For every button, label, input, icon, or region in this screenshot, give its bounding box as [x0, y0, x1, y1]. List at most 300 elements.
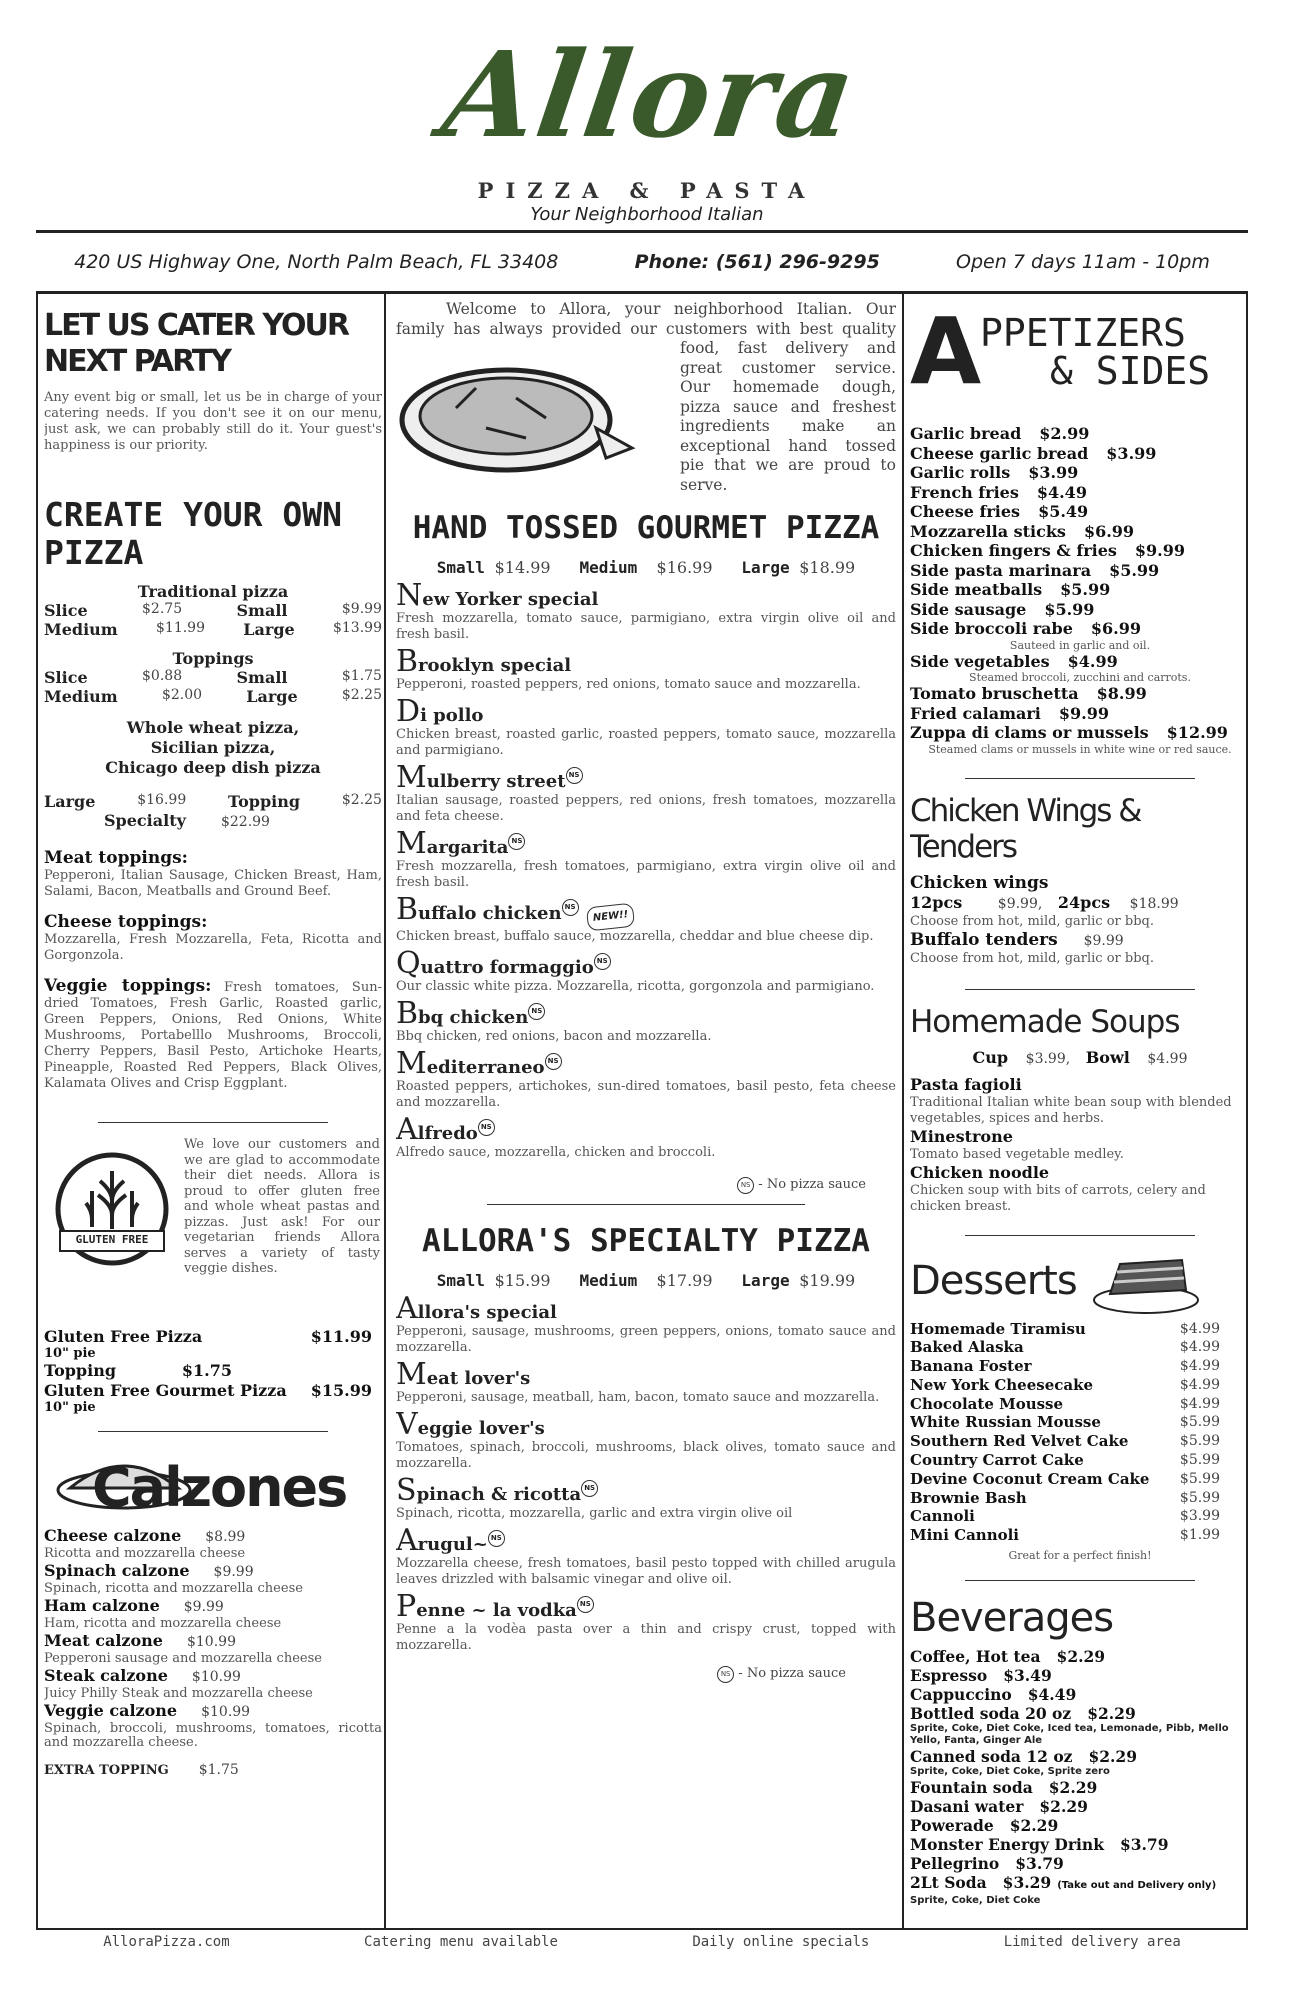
- pizza-name: [396, 1473, 896, 1508]
- appetizer-name: Side meatballs: [910, 580, 1043, 599]
- no-sauce-icon: NS: [478, 1119, 495, 1136]
- phone[interactable]: Phone: (561) 296-9295: [634, 251, 880, 273]
- footer-catering: Catering menu available: [364, 1934, 558, 1950]
- divider: [965, 1580, 1195, 1581]
- new-badge: NEW!!: [585, 903, 635, 932]
- dessert-item: [910, 1320, 1250, 1339]
- appetizer-name: Chicken fingers & fries: [910, 541, 1117, 560]
- size-price: $9.99: [341, 601, 382, 617]
- price-row: [44, 687, 382, 706]
- size-label: Slice: [44, 601, 88, 620]
- pizza-name-rest: lfredo: [417, 1123, 478, 1144]
- beverage-item: [910, 1704, 1250, 1723]
- pizza-name-rest: rooklyn special: [418, 655, 572, 676]
- column-divider: [384, 292, 386, 1930]
- beverage-item: [910, 1873, 1250, 1895]
- cater-title: LET US CATER YOUR NEXT PARTY: [44, 308, 348, 379]
- appetizer-desc: Steamed clams or mussels in white wine or red sauce.: [928, 742, 1232, 756]
- pizza-desc: Spinach, ricotta, mozzarella, garlic and extra virgin olive oil: [396, 1506, 793, 1521]
- appetizer-price: $4.99: [1067, 651, 1118, 671]
- pizza-desc: Pepperoni, sausage, meatball, ham, bacon, tomato sauce and mozzarella.: [396, 1390, 880, 1405]
- appetizer-name: Fried calamari: [910, 703, 1041, 723]
- dessert-item: [910, 1470, 1250, 1489]
- appetizer-item: [910, 723, 1250, 743]
- appetizer-price: $5.49: [1038, 502, 1089, 521]
- appetizer-name: French fries: [910, 482, 1019, 502]
- beverage-price: $2.29: [1009, 1816, 1059, 1836]
- gluten-item: [44, 1327, 382, 1347]
- allora-logo: Allora: [435, 25, 866, 164]
- specialty-label: Specialty: [104, 811, 186, 830]
- pizza-name: [396, 1291, 896, 1326]
- pizza-name-rest: editerraneo: [426, 1057, 545, 1078]
- gourmet-large-label: Large: [741, 558, 790, 577]
- dessert-price: $5.99: [1179, 1489, 1220, 1506]
- calzone-desc: Spinach, broccoli, mushrooms, tomatoes, ricotta and mozzarella cheese.: [44, 1721, 382, 1750]
- pizza-desc: Pepperoni, roasted peppers, red onions, tomato sauce and mozzarella.: [396, 677, 861, 692]
- calzone-desc: Juicy Philly Steak and mozzarella cheese: [44, 1686, 313, 1701]
- no-sauce-icon: NS: [581, 1480, 598, 1497]
- brand-tagline: Your Neighborhood Italian: [530, 204, 764, 225]
- pizza-desc: Alfredo sauce, mozzarella, chicken and broccoli.: [396, 1145, 716, 1160]
- pizza-name: [396, 826, 896, 861]
- center-column: [396, 300, 896, 1920]
- no-sauce-note: - No pizza sauce: [758, 1177, 866, 1192]
- pizza-styles: Whole wheat pizza, Sicilian pizza, Chicago deep dish pizza: [105, 718, 321, 777]
- no-sauce-icon: NS: [488, 1530, 505, 1547]
- beverage-item: [910, 1647, 1250, 1666]
- beverage-name: Coffee, Hot tea: [910, 1647, 1041, 1667]
- gourmet-small-price: $14.99: [494, 558, 551, 577]
- pizza-name: [396, 694, 896, 729]
- dessert-item: [910, 1413, 1250, 1432]
- info-bar: [36, 230, 1248, 294]
- calzone-item: [44, 1561, 382, 1582]
- price-row: [44, 601, 382, 620]
- beverage-name: Canned soda 12 oz: [910, 1747, 1073, 1767]
- beverages-title: Beverages: [910, 1595, 1114, 1642]
- calzone-item: [44, 1596, 382, 1617]
- dessert-item: [910, 1395, 1250, 1414]
- appetizer-price: $5.99: [1109, 560, 1160, 580]
- pizza-name-rest: uattro formaggio: [420, 957, 594, 978]
- calzone-item: [44, 1666, 382, 1687]
- dessert-item: [910, 1507, 1250, 1526]
- pizza-name: [396, 578, 896, 613]
- beverage-price: $3.79: [1119, 1835, 1169, 1855]
- calzone-name: Steak calzone: [44, 1666, 168, 1685]
- dessert-price: $3.99: [1179, 1508, 1220, 1525]
- pizza-name-rest: uffalo chicken: [418, 903, 562, 924]
- gluten-items: [44, 1327, 382, 1415]
- calzone-desc: Spinach, ricotta and mozzarella cheese: [44, 1581, 303, 1596]
- gluten-item-name: Gluten Free Pizza: [44, 1327, 203, 1346]
- dessert-name: Mini Cannoli: [910, 1526, 1019, 1545]
- wings-12pcs-label: 12pcs: [910, 892, 963, 912]
- appetizer-name: Side vegetables: [910, 651, 1050, 671]
- beverage-item: [910, 1747, 1250, 1766]
- pizza-name-rest: ulberry street: [426, 771, 566, 792]
- wings-24pcs-label: 24pcs: [1057, 892, 1111, 912]
- right-column: [910, 300, 1250, 1920]
- appetizer-price: $6.99: [1083, 521, 1135, 541]
- pizza-name-rest: pinach & ricotta: [416, 1484, 582, 1505]
- pizza-name-initial: A: [396, 1112, 418, 1147]
- beverage-name: Monster Energy Drink: [910, 1835, 1104, 1855]
- soup-desc: Traditional Italian white bean soup with blended vegetables, spices and herbs.: [910, 1094, 1232, 1126]
- specialty-title: ALLORA'S SPECIALTY PIZZA: [422, 1223, 870, 1259]
- pizza-name: [396, 1523, 896, 1558]
- pizza-name: [396, 1357, 896, 1392]
- beverage-price: $2.29: [1039, 1797, 1088, 1817]
- pizza-name: [396, 644, 896, 679]
- extra-topping-price: $1.75: [198, 1762, 239, 1778]
- appetizers-cap: A: [910, 300, 982, 405]
- calzone-price: $10.99: [201, 1704, 251, 1720]
- pizza-name: [396, 996, 896, 1031]
- pizza-name-rest: ew Yorker special: [422, 589, 599, 610]
- pizza-desc: Chicken breast, roasted garlic, roasted peppers, tomato sauce, mozzarella and parmigiano.: [396, 727, 896, 758]
- beverage-name: Dasani water: [910, 1797, 1024, 1817]
- appetizer-price: $5.99: [1044, 599, 1095, 619]
- pizza-name-initial: B: [396, 996, 419, 1031]
- pizza-desc: Tomatoes, spinach, broccoli, mushrooms, black olives, tomato sauce and mozzarella.: [396, 1440, 896, 1471]
- size-label: Medium: [44, 687, 118, 706]
- wings-12pcs-price: $9.99,: [997, 895, 1043, 912]
- size-label: Small: [236, 668, 288, 687]
- appetizer-price: $3.99: [1106, 443, 1157, 463]
- divider: [98, 1122, 328, 1123]
- tenders-label: Buffalo tenders: [910, 929, 1058, 950]
- beverage-name: Powerade: [910, 1816, 994, 1836]
- pizza-desc: Penne a la vodèa pasta over a thin and crispy crust, topped with mozzarella.: [396, 1622, 896, 1653]
- beverage-desc: Sprite, Coke, Diet Coke: [910, 1895, 1041, 1907]
- beverage-price: $3.79: [1015, 1854, 1064, 1874]
- divider: [487, 1204, 805, 1205]
- size-price: $2.25: [341, 687, 382, 703]
- dessert-price: $4.99: [1179, 1376, 1220, 1393]
- dessert-price: $5.99: [1179, 1433, 1220, 1450]
- divider: [965, 989, 1195, 990]
- brand-subtitle: PIZZA & PASTA: [477, 178, 817, 203]
- large-price: $16.99: [137, 792, 187, 808]
- no-sauce-icon: NS: [577, 1596, 594, 1613]
- pizza-desc: Fresh mozzarella, tomato sauce, parmigiano, extra virgin olive oil and fresh basil.: [396, 611, 896, 642]
- beverage-item: [910, 1816, 1250, 1835]
- topping-label: Topping: [228, 792, 301, 811]
- pizza-name: [396, 1046, 896, 1081]
- veggie-label: Veggie toppings:: [44, 976, 212, 996]
- appetizer-name: Mozzarella sticks: [910, 521, 1066, 541]
- beverage-name: 2Lt Soda: [910, 1873, 987, 1893]
- divider: [98, 1431, 328, 1432]
- dessert-price: $4.99: [1179, 1339, 1220, 1356]
- pizza-name-initial: S: [396, 1473, 417, 1508]
- beverage-price: $2.29: [1048, 1778, 1098, 1798]
- specialty-large-label: Large: [741, 1271, 790, 1290]
- soup-name: Pasta fagioli: [910, 1074, 1022, 1094]
- meat-label: Meat toppings:: [44, 848, 188, 868]
- desserts-title: Desserts: [910, 1257, 1077, 1304]
- size-price: $13.99: [332, 620, 382, 636]
- pizza-name-initial: M: [396, 1357, 427, 1392]
- calzone-name: Cheese calzone: [44, 1526, 182, 1545]
- cup-label: Cup: [972, 1047, 1009, 1067]
- calzone-items: [44, 1526, 382, 1750]
- pizza-desc: Pepperoni, sausage, mushrooms, green peppers, onions, tomato sauce and mozzarella.: [396, 1324, 896, 1355]
- beverage-extra: (Take out and Delivery only): [1057, 1880, 1217, 1892]
- appetizer-item: [910, 502, 1250, 522]
- appetizer-name: Garlic bread: [910, 424, 1022, 443]
- soup-desc: Chicken soup with bits of carrots, celery and chicken breast.: [910, 1182, 1206, 1214]
- gourmet-large-price: $18.99: [799, 558, 856, 577]
- appetizer-item: [910, 541, 1250, 561]
- size-label: Large: [243, 620, 295, 639]
- hours: Open 7 days 11am - 10pm: [956, 251, 1210, 273]
- no-sauce-icon: NS: [508, 833, 525, 850]
- beverage-price: $2.29: [1088, 1747, 1138, 1767]
- pizza-name-rest: bq chicken: [418, 1007, 529, 1028]
- cheese-toppings: Mozzarella, Fresh Mozzarella, Feta, Ricotta and Gorgonzola.: [44, 932, 382, 963]
- address: 420 US Highway One, North Palm Beach, FL 33408: [74, 251, 559, 273]
- pizza-desc: Our classic white pizza. Mozzarella, ricotta, gorgonzola and parmigiano.: [396, 979, 875, 994]
- dessert-item: [910, 1338, 1250, 1357]
- no-sauce-icon: NS: [717, 1666, 734, 1683]
- pizza-desc: Bbq chicken, red onions, bacon and mozzarella.: [396, 1029, 712, 1044]
- pizza-icon: [396, 358, 636, 478]
- gluten-item-price: $11.99: [310, 1327, 372, 1346]
- pizza-desc: Chicken breast, buffalo sauce, mozzarella, cheddar and blue cheese dip.: [396, 929, 874, 944]
- pizza-name: [396, 1112, 896, 1147]
- topping-price: $2.25: [341, 792, 382, 808]
- calzones-title: Calzones: [92, 1456, 347, 1519]
- appetizer-name: Side sausage: [910, 599, 1027, 619]
- calzone-desc: Pepperoni sausage and mozzarella cheese: [44, 1651, 322, 1666]
- specialty-small-label: Small: [436, 1271, 485, 1290]
- pizza-desc: Italian sausage, roasted peppers, red onions, fresh tomatoes, mozzarella and feta cheese.: [396, 793, 896, 824]
- calzone-name: Spinach calzone: [44, 1561, 190, 1580]
- dessert-price: $5.99: [1179, 1452, 1220, 1469]
- gluten-free-badge: GLUTEN FREE: [75, 1233, 149, 1246]
- tenders-desc: Choose from hot, mild, garlic or bbq.: [910, 950, 1154, 966]
- traditional-label: Traditional pizza: [137, 582, 289, 601]
- appetizer-name: Cheese garlic bread: [910, 443, 1089, 463]
- dessert-name: Devine Coconut Cream Cake: [910, 1469, 1150, 1488]
- appetizer-price: $6.99: [1090, 619, 1142, 638]
- footer-delivery: Limited delivery area: [1003, 1934, 1181, 1950]
- price-row: [44, 620, 382, 639]
- size-price: $0.88: [142, 668, 183, 684]
- pizza-name: [396, 1407, 896, 1442]
- dessert-name: Banana Foster: [910, 1357, 1032, 1376]
- pizza-name-rest: rugul~: [417, 1534, 488, 1555]
- pizza-name: [396, 760, 896, 795]
- beverage-item: [910, 1685, 1250, 1704]
- size-price: $1.75: [341, 668, 382, 684]
- appetizer-price: $9.99: [1134, 541, 1185, 560]
- pizza-name: [396, 946, 896, 981]
- beverage-items: [910, 1647, 1250, 1907]
- appetizer-price: $4.49: [1036, 482, 1087, 502]
- gluten-item-price: $1.75: [181, 1361, 232, 1380]
- gluten-item-name: Gluten Free Gourmet Pizza: [44, 1381, 287, 1400]
- footer-website[interactable]: AlloraPizza.com: [103, 1934, 230, 1950]
- gluten-item-price: $15.99: [310, 1381, 372, 1400]
- calzone-item: [44, 1701, 382, 1722]
- beverage-item: [910, 1854, 1250, 1873]
- specialty-items: [396, 1291, 896, 1654]
- no-sauce-icon: NS: [566, 767, 583, 784]
- size-label: Slice: [44, 668, 88, 687]
- appetizer-desc: Steamed broccoli, zucchini and carrots.: [969, 671, 1191, 684]
- beverage-price: $3.49: [1003, 1666, 1052, 1686]
- beverage-item: [910, 1835, 1250, 1854]
- veggie-toppings: Fresh tomatoes, Sun-dried Tomatoes, Fresh Garlic, Roasted garlic, Green Peppers, Onions, Red Onions, White Mushrooms, Portabelllo Mushrooms, Broccoli, Cherry Peppers, Basil Pesto, Artichoke Hearts, Pineapple, Roasted Red Peppers, Black Olives, Kalamata Olives and Crisp Eggplant.: [44, 980, 382, 1091]
- appetizer-price: $3.99: [1028, 463, 1079, 482]
- dessert-name: Brownie Bash: [910, 1488, 1027, 1507]
- cheese-label: Cheese toppings:: [44, 912, 208, 932]
- beverage-desc: Sprite, Coke, Diet Coke, Iced tea, Lemonade, Pibb, Mello Yello, Fanta, Ginger Ale: [910, 1723, 1229, 1747]
- appetizer-item: [910, 684, 1250, 704]
- pizza-name: [396, 1589, 896, 1624]
- dessert-name: Baked Alaska: [910, 1338, 1024, 1357]
- dessert-item: [910, 1526, 1250, 1545]
- appetizer-price: $12.99: [1166, 723, 1228, 742]
- appetizer-price: $8.99: [1096, 684, 1147, 703]
- soup-desc: Tomato based vegetable medley.: [910, 1146, 1124, 1162]
- dessert-price: $5.99: [1179, 1414, 1220, 1431]
- pizza-name-initial: Q: [396, 946, 421, 981]
- beverage-name: Bottled soda 20 oz: [910, 1704, 1072, 1724]
- beverage-item: [910, 1797, 1250, 1816]
- size-price: $2.75: [142, 601, 183, 617]
- appetizer-items: [910, 424, 1250, 756]
- pizza-name-initial: D: [396, 694, 421, 729]
- calzone-name: Ham calzone: [44, 1596, 160, 1615]
- large-label: Large: [44, 792, 96, 811]
- soup-name: Chicken noodle: [910, 1162, 1050, 1182]
- appetizer-item: [910, 561, 1250, 581]
- beverage-name: Cappuccino: [910, 1685, 1012, 1705]
- column-divider: [902, 292, 904, 1930]
- pizza-name-rest: enne ~ la vodka: [416, 1600, 577, 1621]
- gluten-text: We love our customers and we are glad to accommodate their diet needs. Allora is proud to offer gluten free and whole wheat pastas and pizzas. Just ask! For our vegetarian friends Allora serves a variety of tasty veggie dishes.: [184, 1137, 380, 1276]
- pizza-name-initial: A: [396, 1291, 418, 1326]
- calzone-desc: Ham, ricotta and mozzarella cheese: [44, 1616, 282, 1631]
- calzone-price: $9.99: [183, 1599, 224, 1615]
- size-price: $11.99: [156, 620, 205, 636]
- dessert-items: [910, 1320, 1250, 1546]
- appetizer-name: Side broccoli rabe: [910, 619, 1073, 638]
- dessert-name: White Russian Mousse: [910, 1413, 1101, 1432]
- dessert-item: [910, 1357, 1250, 1376]
- calzone-price: $8.99: [205, 1529, 246, 1545]
- left-column: [44, 300, 382, 1920]
- beverage-desc: Sprite, Coke, Diet Coke, Sprite zero: [910, 1766, 1110, 1778]
- dessert-item: [910, 1376, 1250, 1395]
- traditional-prices: [44, 601, 382, 639]
- dessert-item: [910, 1432, 1250, 1451]
- no-sauce-icon: NS: [545, 1053, 562, 1070]
- pizza-name-initial: B: [396, 644, 419, 679]
- beverage-name: Pellegrino: [910, 1854, 1000, 1874]
- cater-text: Any event big or small, let us be in charge of your catering needs. If you don't see it on our menu, just ask, we can probably still do it. Your guest's happiness is our priority.: [44, 390, 382, 453]
- beverage-name: Fountain soda: [910, 1778, 1033, 1798]
- gourmet-small-label: Small: [436, 558, 485, 577]
- pizza-name-initial: V: [396, 1407, 418, 1442]
- gourmet-title: HAND TOSSED GOURMET PIZZA: [412, 510, 880, 546]
- no-sauce-note: - No pizza sauce: [738, 1666, 846, 1681]
- pizza-name: [396, 892, 896, 929]
- beverage-price: $3.29: [1002, 1873, 1052, 1893]
- beverage-item: [910, 1666, 1250, 1685]
- dessert-item: [910, 1451, 1250, 1470]
- wings-label: Chicken wings: [910, 872, 1049, 893]
- beverage-price: $2.29: [1056, 1647, 1106, 1667]
- calzone-price: $10.99: [186, 1634, 236, 1650]
- appetizers-title: PPETIZERS: [980, 311, 1186, 355]
- calzone-item: [44, 1526, 382, 1547]
- pizza-name-rest: i pollo: [420, 705, 484, 726]
- appetizer-price: $9.99: [1058, 703, 1109, 723]
- dessert-name: Chocolate Mousse: [910, 1394, 1064, 1413]
- appetizer-item: [910, 463, 1250, 483]
- dessert-name: New York Cheesecake: [910, 1375, 1094, 1394]
- soups-title: Homemade Soups: [910, 1003, 1180, 1040]
- specialty-price: $22.99: [220, 814, 270, 830]
- gluten-item: [44, 1381, 382, 1401]
- gourmet-medium-label: Medium: [579, 558, 638, 577]
- beverage-price: $2.29: [1087, 1704, 1136, 1724]
- gourmet-items: [396, 578, 896, 1161]
- appetizer-item: [910, 483, 1250, 503]
- gluten-item: [44, 1361, 382, 1381]
- pizza-name-initial: P: [396, 1589, 417, 1624]
- wings-title: Chicken Wings & Tenders: [910, 792, 1141, 865]
- specialty-medium-price: $17.99: [656, 1271, 713, 1290]
- beverage-price: $4.49: [1027, 1685, 1077, 1705]
- gluten-item-name: Topping: [44, 1361, 117, 1380]
- dessert-price: $4.99: [1179, 1395, 1220, 1412]
- appetizer-name: Garlic rolls: [910, 463, 1011, 482]
- appetizer-item: [910, 522, 1250, 542]
- appetizer-price: $5.99: [1060, 580, 1111, 599]
- pizza-name-initial: A: [396, 1523, 418, 1558]
- dessert-price: $4.99: [1179, 1358, 1220, 1375]
- calzone-price: $10.99: [191, 1669, 241, 1685]
- no-sauce-icon: NS: [737, 1177, 754, 1194]
- pizza-name-rest: argarita: [426, 837, 509, 858]
- pizza-name-initial: B: [396, 892, 419, 927]
- cup-price: $3.99,: [1025, 1050, 1071, 1067]
- appetizer-name: Tomato bruschetta: [910, 684, 1079, 703]
- size-label: Small: [236, 601, 288, 620]
- topping-prices: [44, 668, 382, 706]
- appetizer-item: [910, 444, 1250, 464]
- specialty-medium-label: Medium: [579, 1271, 638, 1290]
- dessert-name: Cannoli: [910, 1507, 975, 1526]
- wings-24pcs-price: $18.99: [1129, 895, 1179, 912]
- calzone-name: Meat calzone: [44, 1631, 163, 1650]
- meat-toppings: Pepperoni, Italian Sausage, Chicken Breast, Ham, Salami, Bacon, Meatballs and Ground Beef.: [44, 868, 382, 899]
- appetizer-name: Cheese fries: [910, 502, 1021, 521]
- dessert-price: $1.99: [1179, 1527, 1220, 1544]
- calzone-name: Veggie calzone: [44, 1701, 178, 1720]
- price-row: [44, 668, 382, 687]
- gluten-item-note: 10" pie: [44, 1346, 96, 1361]
- pizza-name-rest: llora's special: [417, 1302, 557, 1323]
- beverage-name: Espresso: [910, 1666, 988, 1686]
